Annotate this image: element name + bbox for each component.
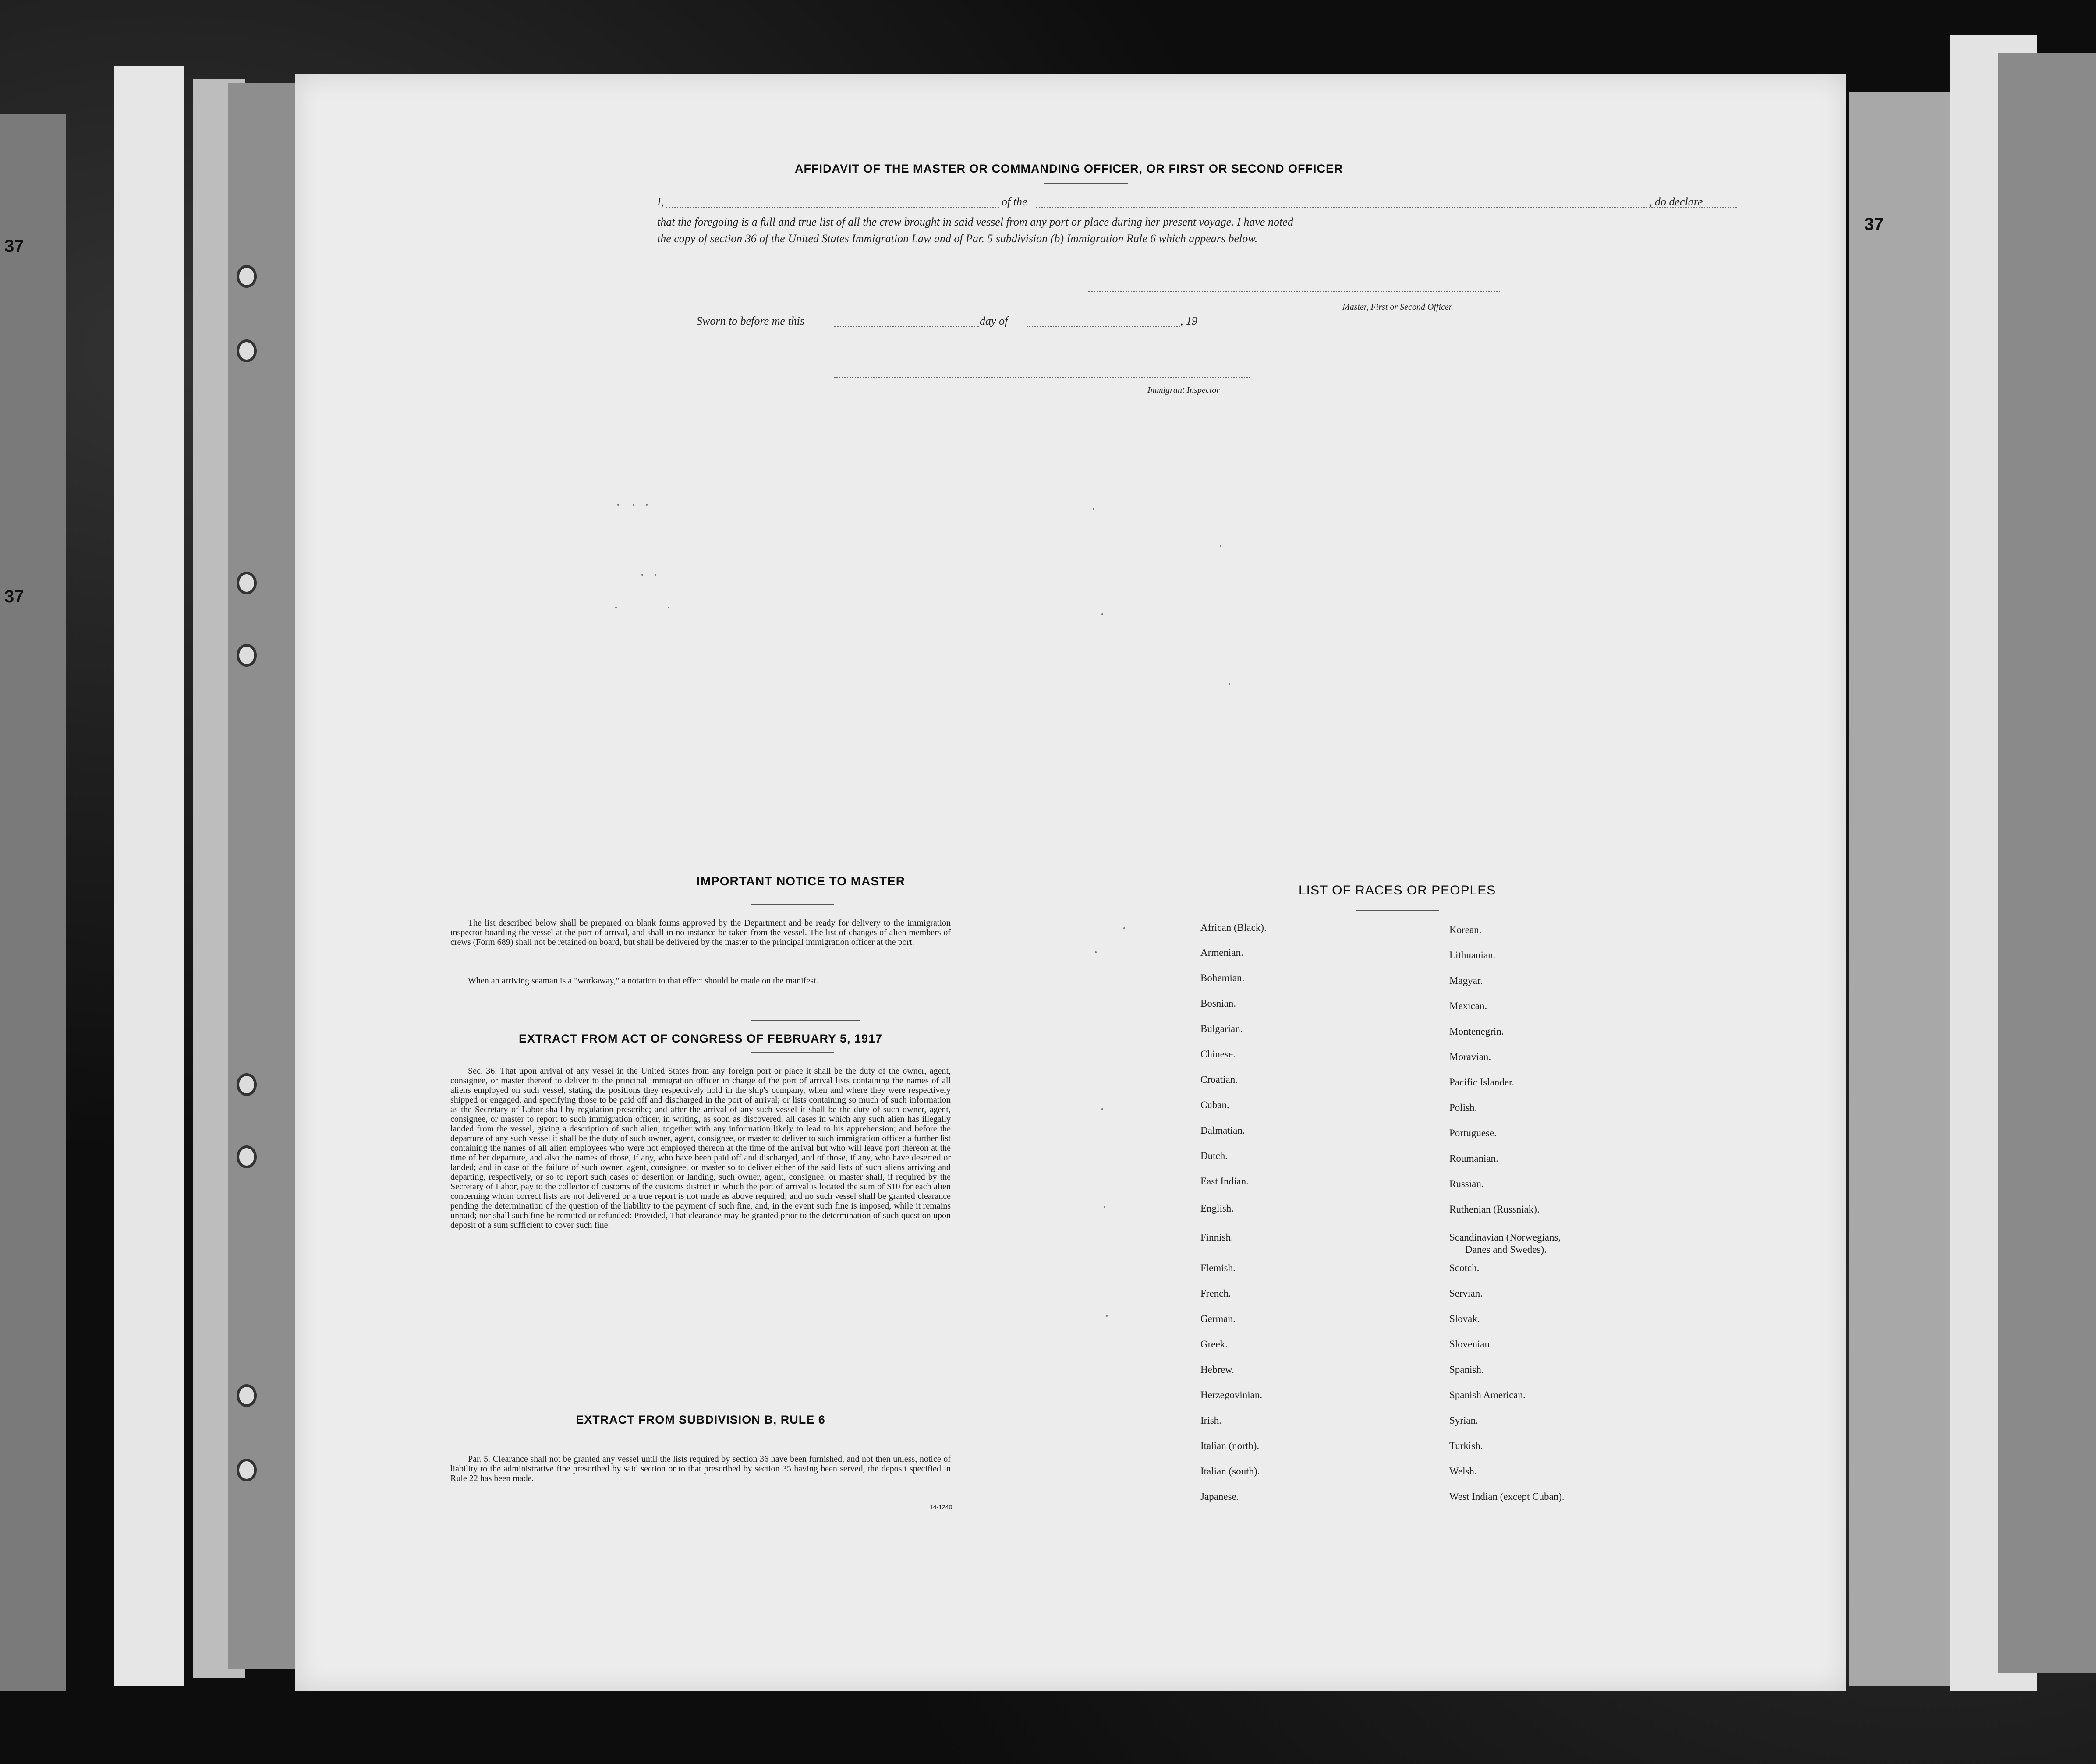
- race-item: Finnish.: [1200, 1232, 1233, 1243]
- race-item: Scotch.: [1449, 1262, 1480, 1273]
- divider: [751, 1052, 834, 1053]
- affidavit-line2: that the foregoing is a full and true list of all the crew brought in said vessel from any port or place during her present voyage. I have noted: [657, 216, 1293, 228]
- race-item: English.: [1200, 1203, 1234, 1214]
- left-page-stack: [114, 66, 184, 1686]
- affidavit-line1-mid: of the: [1002, 195, 1027, 208]
- race-item: German.: [1200, 1313, 1236, 1324]
- inspector-label: Immigrant Inspector: [1147, 385, 1220, 395]
- race-item: West Indian (except Cuban).: [1449, 1491, 1565, 1502]
- extract-rule-title: EXTRACT FROM SUBDIVISION B, RULE 6: [576, 1413, 825, 1426]
- race-item: Bosnian.: [1200, 998, 1236, 1009]
- race-item: Spanish American.: [1449, 1389, 1526, 1400]
- race-item: Mexican.: [1449, 1000, 1487, 1011]
- race-item: Russian.: [1449, 1178, 1484, 1189]
- sworn-month-blank[interactable]: [1027, 326, 1180, 327]
- race-item: Polish.: [1449, 1102, 1477, 1113]
- left-page-edge: [0, 114, 66, 1691]
- binder-hole: [237, 1145, 257, 1168]
- race-item: Cuban.: [1200, 1099, 1229, 1110]
- race-item: Bohemian.: [1200, 972, 1245, 983]
- race-item: Turkish.: [1449, 1440, 1483, 1451]
- race-item: Roumanian.: [1449, 1153, 1498, 1164]
- affidavit-line1-start: I,: [657, 195, 664, 208]
- race-item: Moravian.: [1449, 1051, 1491, 1062]
- sworn-day-label: day of: [980, 315, 1008, 327]
- left-page-number-lower: 37: [4, 587, 24, 606]
- name-blank[interactable]: [666, 207, 999, 208]
- race-item: African (Black).: [1200, 922, 1267, 933]
- sworn-day-blank[interactable]: [834, 326, 979, 327]
- extract-act-title: EXTRACT FROM ACT OF CONGRESS OF FEBRUARY 5, 1917: [518, 1032, 883, 1045]
- binder-hole: [237, 265, 257, 288]
- race-item-continuation: Danes and Swedes).: [1465, 1244, 1547, 1255]
- race-item: Portuguese.: [1449, 1128, 1497, 1138]
- extract-act-text: Sec. 36. That upon arrival of any vessel in the United States from any foreign port or place it shall be the duty of the owner, agent, consignee, or master thereof to deliver to the principal immigration officer in charge of the port of arrival lists containing the names of all aliens employed on such vessel, stating the positions they respectively hold in the ship's company, when and where they were respectively shipped or engaged, and specifying those to be paid off and discharged in the port of arrival; or lists containing so much of such information as the Secretary of Labor shall by regulation prescribe; and after the arrival of any such vessel it shall be the duty of such owner, agent, consignee, or master to report to such immigration officer, in writing, as soon as discovered, all cases in which any such alien has illegally landed from the vessel, giving a description of such alien, together with any information likely to lead to his apprehension; and before the departure of any such vessel it shall be the duty of such owner, agent, consignee, or master to deliver to such immigration officer a further list containing the names of all alien employees who were not employed thereon at the time of the arrival but who will leave port thereon at the time of her departure, and also the names of those, if any, who have been paid off and discharged, and of those, if any, who have deserted or landed; and in case of the failure of such owner, agent, consignee, or master so to deliver either of the said lists of such aliens arriving and departing, respectively, or so to report such cases of desertion or landing, such owner, agent, consignee, or master shall, if required by the Secretary of Labor, pay to the collector of customs of the customs district in which the port of arrival is located the sum of $10 for each alien concerning whom correct lists are not delivered or a true report is not made as above required; and no such vessel shall be granted clearance pending the determination of the question of the liability to the payment of such fine, and, in the event such fine is imposed, while it remains unpaid; nor shall such fine be remitted or refunded: Provided, That clearance may be granted prior to the determination of such question upon deposit of a sum sufficient to cover such fine.: [450, 1066, 951, 1230]
- race-item: Welsh.: [1449, 1466, 1477, 1477]
- race-item: French.: [1200, 1288, 1231, 1299]
- race-item: Lithuanian.: [1449, 950, 1496, 961]
- race-item: Slovenian.: [1449, 1339, 1492, 1350]
- divider: [751, 904, 834, 905]
- binder-hole: [237, 1459, 257, 1481]
- race-item: Ruthenian (Russniak).: [1449, 1204, 1540, 1215]
- sworn-text: Sworn to before me this: [697, 315, 805, 327]
- race-item: Italian (south).: [1200, 1466, 1260, 1477]
- race-item: Italian (north).: [1200, 1440, 1260, 1451]
- race-item: Armenian.: [1200, 947, 1243, 958]
- race-item: East Indian.: [1200, 1176, 1249, 1187]
- binder-hole: [237, 644, 257, 667]
- signature-label: Master, First or Second Officer.: [1342, 302, 1454, 312]
- race-item: Dalmatian.: [1200, 1125, 1245, 1136]
- race-item: Slovak.: [1449, 1313, 1480, 1324]
- notice-paragraph-2: When an arriving seaman is a "workaway," a notation to that effect should be made on the manifest.: [468, 976, 818, 986]
- binder-hole: [237, 1073, 257, 1096]
- race-item: Pacific Islander.: [1449, 1077, 1515, 1088]
- race-item: Spanish.: [1449, 1364, 1484, 1375]
- extract-rule-text: Par. 5. Clearance shall not be granted any vessel until the lists required by section 36 have been furnished, and not then unless, notice of liability to the administrative fine prescribed by said section or to that prescribed by section 35 having been served, the deposit specified in Rule 22 has been made.: [450, 1454, 951, 1483]
- race-item: Herzegovinian.: [1200, 1389, 1263, 1400]
- vessel-blank[interactable]: [1036, 207, 1737, 208]
- race-item: Croatian.: [1200, 1074, 1238, 1085]
- divider: [751, 1020, 860, 1021]
- notice-title: IMPORTANT NOTICE TO MASTER: [696, 874, 906, 888]
- signature-line[interactable]: [1088, 291, 1500, 292]
- right-page-number: 37: [1864, 215, 1884, 234]
- notice-paragraph-1: The list described below shall be prepared on blank forms approved by the Department and be ready for delivery to the immigration inspector boarding the vessel at the port of arrival, and shall in no instance be taken from the vessel. The list of changes of alien members of crews (Form 689) shall not be retained on board, but shall be delivered by the master to the principal immigration officer at the port.: [450, 918, 951, 947]
- race-item: Japanese.: [1200, 1491, 1239, 1502]
- race-item: Chinese.: [1200, 1049, 1236, 1060]
- divider: [1044, 183, 1128, 184]
- race-item: Bulgarian.: [1200, 1023, 1243, 1034]
- right-page-edge-outer: [1998, 53, 2096, 1673]
- inspector-line[interactable]: [834, 377, 1250, 378]
- divider: [1356, 910, 1439, 911]
- race-item: Korean.: [1449, 924, 1482, 935]
- race-item: Hebrew.: [1200, 1364, 1235, 1375]
- race-item: Greek.: [1200, 1339, 1228, 1350]
- left-page-number: 37: [4, 237, 24, 256]
- race-item: Scandinavian (Norwegians,: [1449, 1232, 1561, 1243]
- affidavit-line3: the copy of section 36 of the United States Immigration Law and of Par. 5 subdivision (b) Immigration Rule 6 which appears below.: [657, 232, 1258, 245]
- affidavit-title: AFFIDAVIT OF THE MASTER OR COMMANDING OFFICER, OR FIRST OR SECOND OFFICER: [795, 162, 1343, 175]
- races-title: LIST OF RACES OR PEOPLES: [1299, 883, 1496, 898]
- race-item: Magyar.: [1449, 975, 1483, 986]
- sworn-year: , 19: [1180, 315, 1197, 327]
- binder-hole: [237, 339, 257, 362]
- race-item: Syrian.: [1449, 1415, 1478, 1426]
- binder-hole: [237, 1384, 257, 1407]
- document-page: [295, 74, 1846, 1691]
- form-number: 14-1240: [930, 1503, 952, 1510]
- race-item: Dutch.: [1200, 1150, 1228, 1161]
- race-item: Flemish.: [1200, 1262, 1236, 1273]
- affidavit-line1-end: , do declare: [1649, 195, 1703, 208]
- race-item: Irish.: [1200, 1415, 1221, 1426]
- race-item: Montenegrin.: [1449, 1026, 1504, 1037]
- binder-hole: [237, 572, 257, 594]
- race-item: Servian.: [1449, 1288, 1483, 1299]
- right-page-stack: [1849, 92, 1950, 1686]
